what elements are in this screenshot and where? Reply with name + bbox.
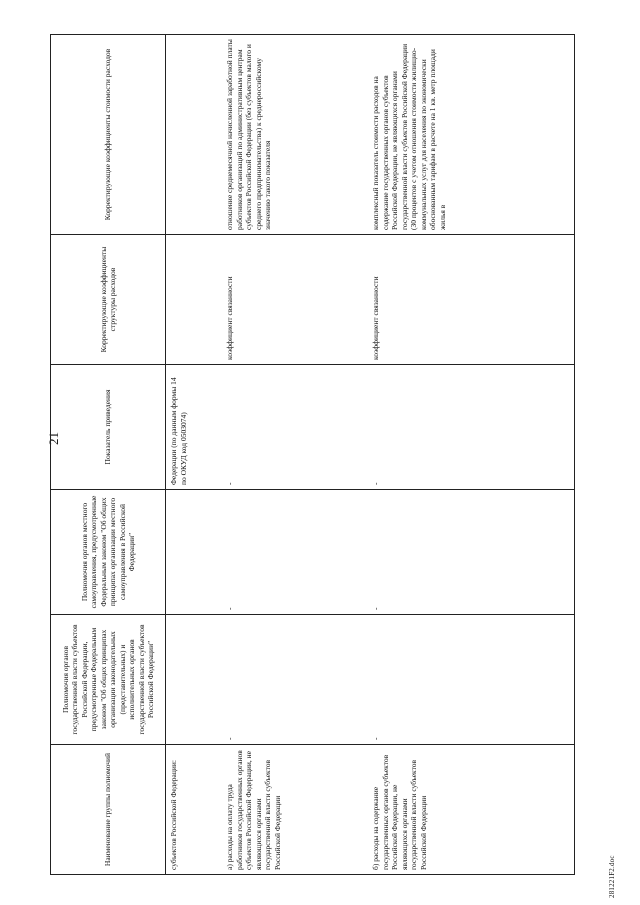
header-regional-powers: Полномочия органов государственной власти субъектов Российской Федерации, предусмотренные Федеральным законом "Об общих принципах организации законодательных (представительных) и исполнительных органов государственной власти субъектов Российской Федерации" bbox=[51, 615, 166, 745]
row-b-cost-coef: комплексный показатель стоимости расходов на содержание государственных органов субъектов Российской Федерации, не являющихся органами государственной власти субъектов Российской Федерации (30 процентов с учетом отношения стоимости жилищно-коммунальных услуг для населения по экономически обоснованным тарифам в расчете на 1 кв. метр площади жилья в bbox=[368, 35, 575, 235]
row-a-name: а) расходы на оплату труда работников государственных органов субъектов Российской Федерации, не являющихся органами государственной власти субъектов Российской Федерации bbox=[222, 745, 368, 875]
continuation-name: субъектов Российской Федерации: bbox=[166, 745, 223, 875]
cell-empty bbox=[166, 235, 223, 365]
row-a-municipal: - bbox=[222, 490, 368, 615]
row-a-cost-coef: отношение среднемесячной начисленной заработной платы работников организаций по административным центрам субъектов Российской Федерации (без субъектов малого и среднего предпринимательства) к среднероссийскому значению такого показателя bbox=[222, 35, 368, 235]
footer-document-code: 281221F2.doc bbox=[608, 855, 616, 898]
header-group-name: Наименование группы полномочий bbox=[51, 745, 166, 875]
continuation-indicator: Федерации (по данным формы 14 по ОКУД код 0503074) bbox=[166, 365, 223, 490]
cell-empty bbox=[166, 615, 223, 745]
table-row bbox=[368, 35, 575, 875]
row-a-structure-coef: коэффициент связанности bbox=[222, 235, 368, 365]
cell-empty bbox=[166, 35, 223, 235]
table-header-row bbox=[51, 35, 166, 875]
row-b-indicator: - bbox=[368, 365, 575, 490]
row-b-structure-coef: коэффициент связанности bbox=[368, 235, 575, 365]
header-adjustment-indicator: Показатель приведения bbox=[51, 365, 166, 490]
row-b-municipal: - bbox=[368, 490, 575, 615]
header-cost-coefficients: Корректирующие коэффициенты стоимости расходов bbox=[51, 35, 166, 235]
row-a-indicator: - bbox=[222, 365, 368, 490]
header-structure-coefficients: Корректирующие коэффициенты структуры расходов bbox=[51, 235, 166, 365]
rotated-table-wrapper bbox=[50, 35, 570, 875]
row-b-regional: - bbox=[368, 615, 575, 745]
cell-empty bbox=[166, 490, 223, 615]
row-a-regional: - bbox=[222, 615, 368, 745]
budget-powers-table bbox=[50, 34, 575, 875]
header-municipal-powers: Полномочия органов местного самоуправления, предусмотренные Федеральным законом "Об общих принципах организации местного самоуправления в Российской Федерации" bbox=[51, 490, 166, 615]
page-number: 21 bbox=[46, 432, 61, 445]
table-row bbox=[222, 35, 368, 875]
table-row bbox=[166, 35, 223, 875]
row-b-name: б) расходы на содержание государственных органов субъектов Российской Федерации, не являющихся органами государственной власти субъектов Российской Федерации bbox=[368, 745, 575, 875]
